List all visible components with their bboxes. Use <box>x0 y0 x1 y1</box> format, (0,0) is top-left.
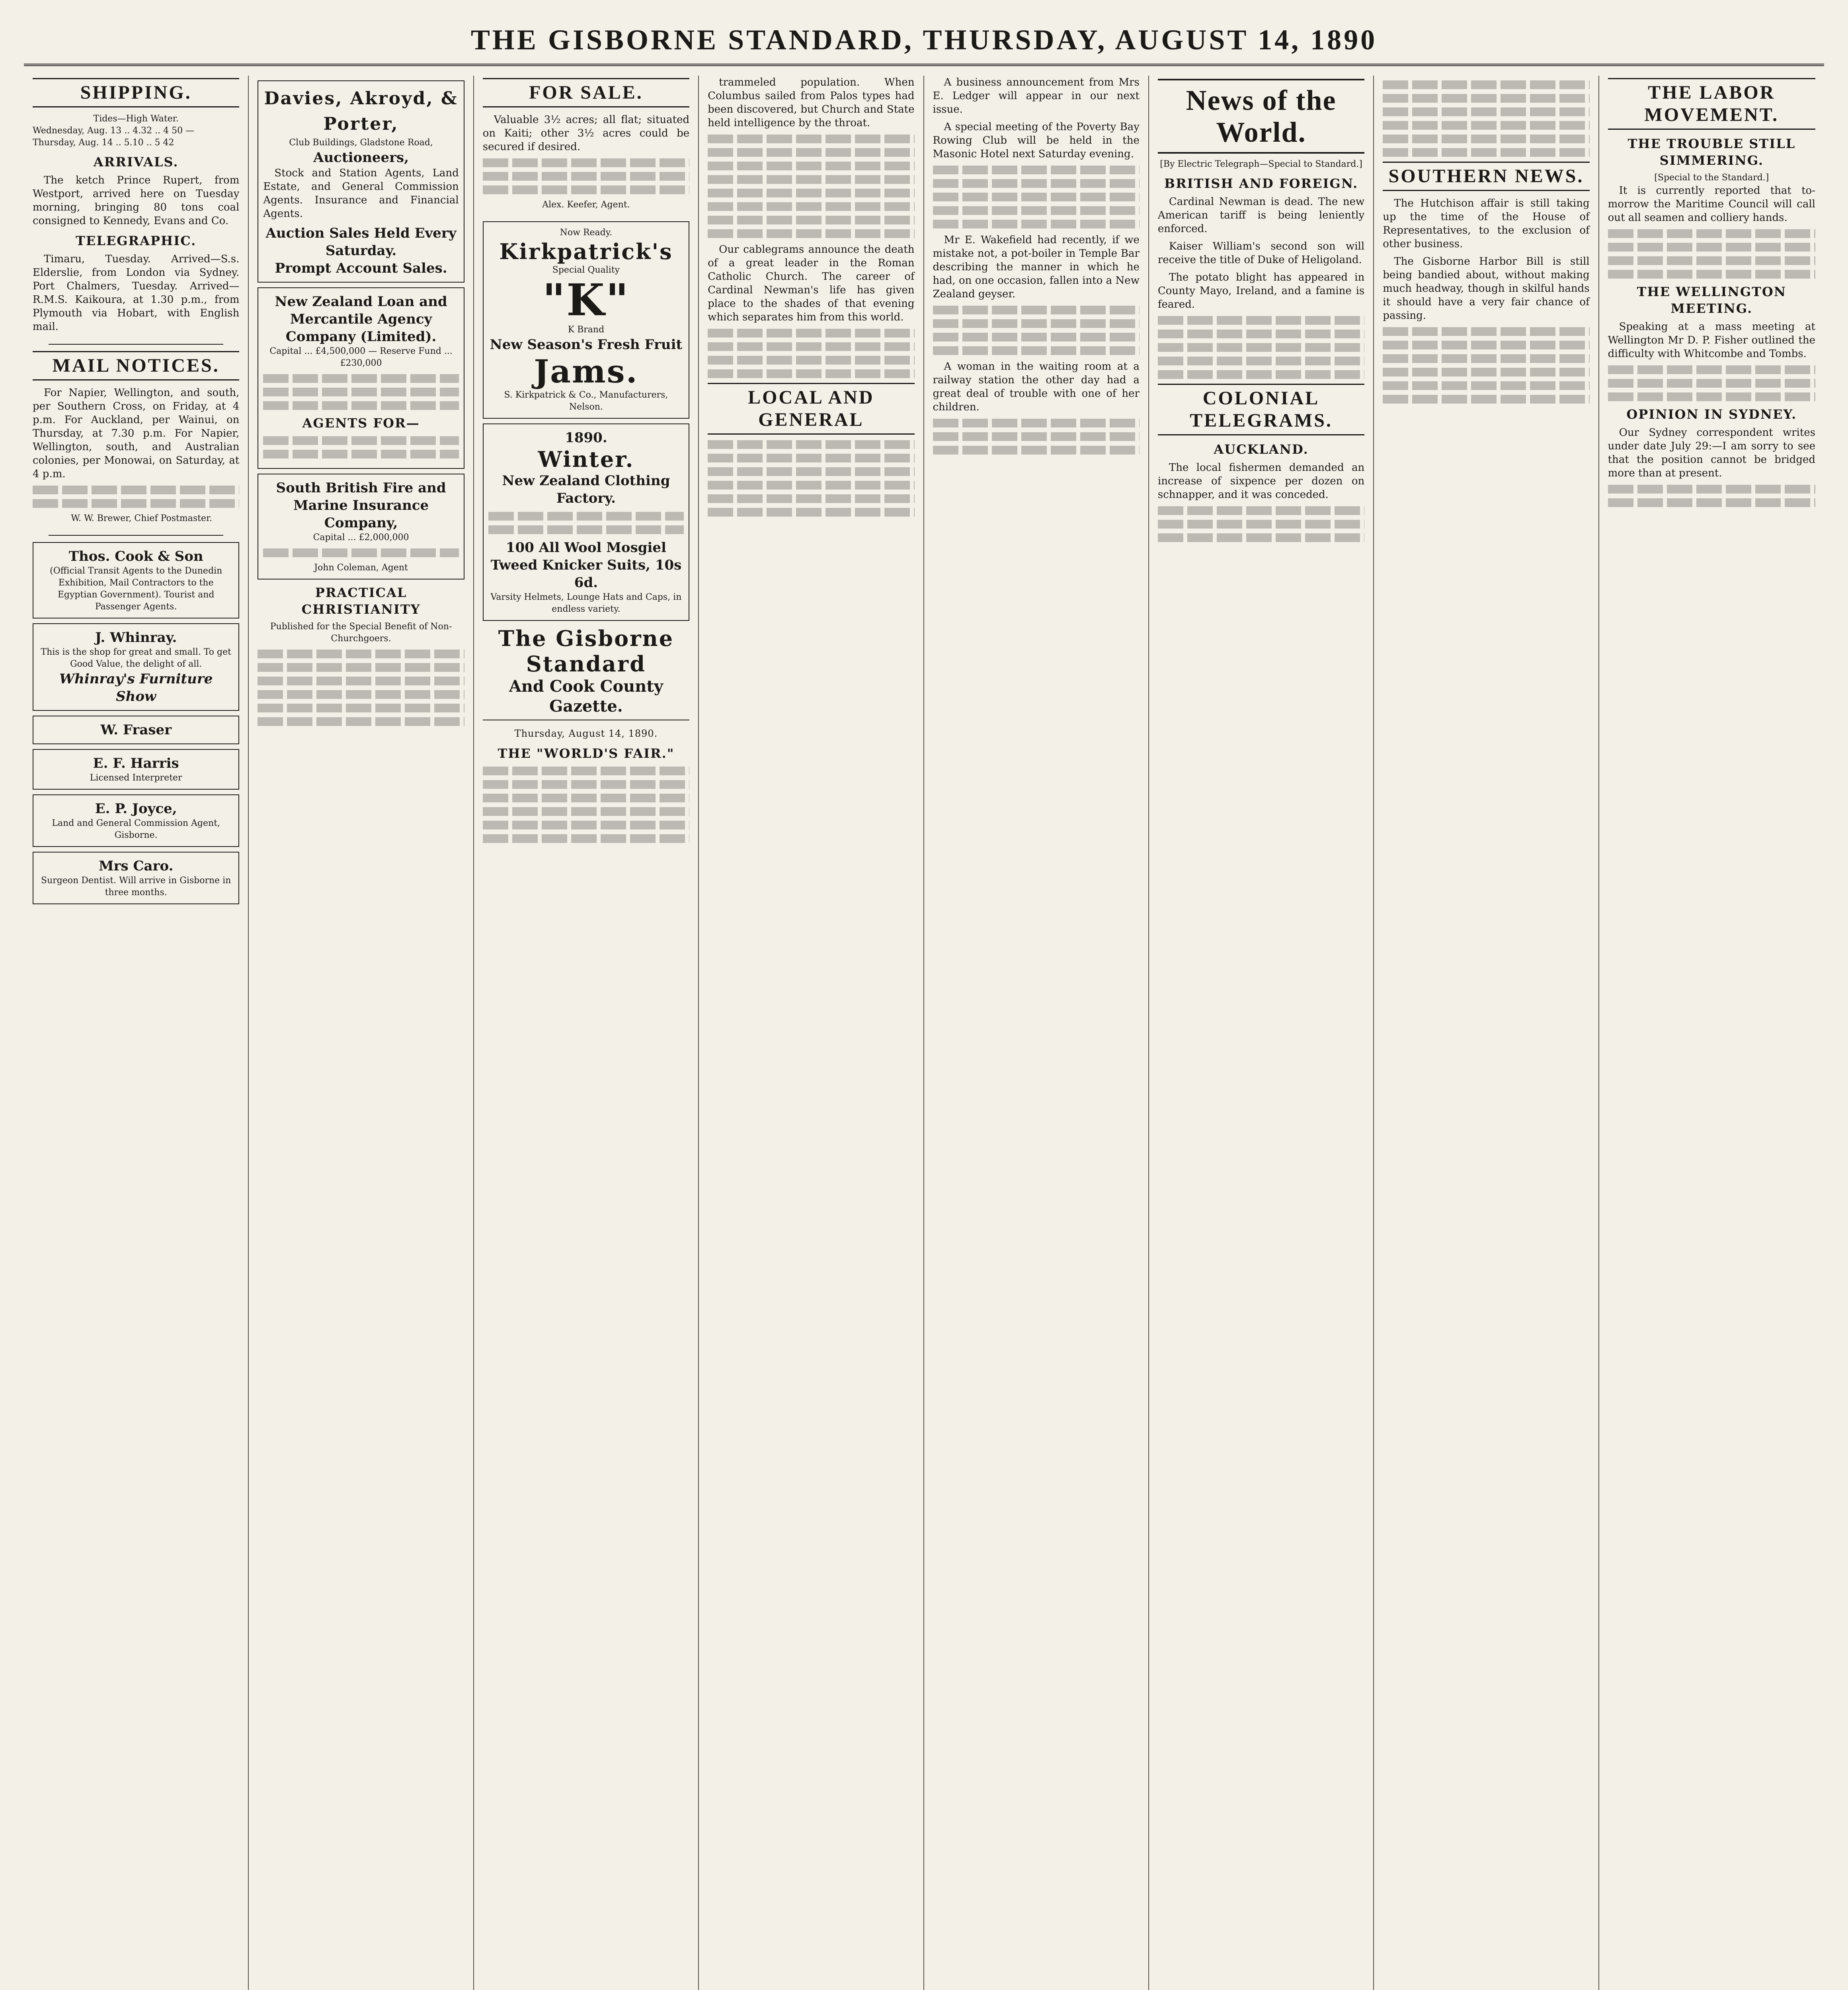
southern-text: The Hutchison affair is still taking up the time of the House of Representatives, to the exclusion of other business. <box>1383 197 1590 250</box>
text-filler <box>1608 365 1815 374</box>
labor-title: THE LABOR MOVEMENT. <box>1608 78 1815 130</box>
text-filler <box>933 166 1140 174</box>
text-filler <box>933 419 1140 427</box>
harris-title: E. F. Harris <box>93 755 179 771</box>
text-filler <box>488 525 684 534</box>
cook-title: Thos. Cook & Son <box>68 548 203 564</box>
divider <box>49 344 223 345</box>
text-filler <box>708 440 914 449</box>
text-filler <box>1383 354 1589 363</box>
whinray-ad <box>33 623 239 711</box>
text-filler <box>708 481 914 490</box>
text-filler <box>1383 381 1589 390</box>
text-filler <box>1383 341 1589 349</box>
text-filler <box>33 499 239 508</box>
text-filler <box>708 342 914 351</box>
agents-title: AGENTS FOR— <box>302 416 420 431</box>
text-filler <box>483 834 689 843</box>
text-filler <box>258 663 464 672</box>
text-filler <box>708 467 914 476</box>
shipping-section <box>33 78 239 334</box>
text-filler <box>1158 370 1364 379</box>
local-title: LOCAL AND GENERAL <box>708 383 914 435</box>
text-filler <box>1608 379 1815 388</box>
text-filler <box>933 306 1140 314</box>
text-filler <box>933 179 1140 188</box>
standard-sub: And Cook County Gazette. <box>483 677 689 720</box>
fraser-ad <box>33 716 239 744</box>
joyce-title: E. P. Joyce, <box>95 801 177 817</box>
text-filler <box>263 436 459 445</box>
text-filler <box>1383 135 1589 143</box>
sbf-sign: John Coleman, Agent <box>314 563 408 573</box>
southern-title: SOUTHERN NEWS. <box>1383 162 1589 191</box>
for-sale-text: Valuable 3½ acres; all flat; situated on Kaiti; other 3½ acres could be secured if desired. <box>482 114 690 153</box>
firm-sub: Club Buildings, Gladstone Road, <box>289 138 433 148</box>
mail-section <box>33 351 239 525</box>
british-title: BRITISH AND FOREIGN. <box>1164 176 1358 191</box>
labor-special: [Special to the Standard.] <box>1654 173 1769 183</box>
auckland-text: The local fishermen demanded an increase of sixpence per dozen on schnapper, and it was conceded. <box>1157 462 1365 501</box>
text-filler <box>483 158 689 167</box>
kirk-title: Kirkpatrick's <box>499 239 673 264</box>
text-filler <box>1383 80 1589 89</box>
text-filler <box>708 202 914 211</box>
text-filler <box>1383 368 1589 377</box>
masthead <box>24 16 1824 66</box>
col4-opening: trammeled population. When Columbus sailed from Palos types had been discovered, but Church and State held intelligence by the throat. <box>708 76 915 129</box>
text-filler <box>258 704 464 712</box>
news-title: News of the World. <box>1158 79 1364 154</box>
col5-opening: A business announcement from Mrs E. Ledger will appear in our next issue. <box>933 76 1140 115</box>
clothing-ad <box>483 423 689 621</box>
mail-sign: W. W. Brewer, Chief Postmaster. <box>71 513 213 523</box>
date-line: Thursday, August 14, 1890. <box>514 728 658 739</box>
column-7 <box>1374 76 1599 1990</box>
winter: Winter. <box>538 447 634 472</box>
k-mark: "K" <box>542 274 630 326</box>
auctioneers-text: Stock and Station Agents, Land Estate, and General Commission Agents. Insurance and Financial Agents. <box>263 167 459 220</box>
text-filler <box>1158 316 1364 325</box>
manufacturers: S. Kirkpatrick & Co., Manufacturers, Nelson. <box>504 390 668 412</box>
sbf-title: South British Fire and Marine Insurance Company, <box>276 480 446 531</box>
telegraphic-text: Timaru, Tuesday. Arrived—S.s. Elderslie, from London via Sydney. Port Chalmers, Tuesday. Arrived—R.M.S. Kaikoura, at 1.30 p.m., from Plymouth via Hobart, with English mail. <box>33 253 240 333</box>
text-filler <box>1608 243 1815 252</box>
practical-text: Published for the Special Benefit of Non-Churchgoers. <box>270 622 452 644</box>
standard-section <box>483 626 689 843</box>
column-5 <box>924 76 1149 1990</box>
sbf-capital: Capital ... £2,000,000 <box>313 533 409 542</box>
text-filler <box>483 780 689 789</box>
text-filler <box>933 333 1140 341</box>
for-sale-sign: Alex. Keefer, Agent. <box>542 200 630 210</box>
opinion-text: Our Sydney correspondent writes under date July 29:—I am sorry to see that the position cannot be bridged more than at present. <box>1608 427 1815 479</box>
text-filler <box>708 508 914 517</box>
mail-title: MAIL NOTICES. <box>33 351 239 380</box>
text-filler <box>708 189 914 197</box>
text-filler <box>1608 270 1815 279</box>
text-filler <box>708 229 914 238</box>
mosgiel: 100 All Wool Mosgiel Tweed Knicker Suits, 10s 6d. <box>490 540 682 591</box>
sbf-ad <box>258 474 464 579</box>
labor-sub: THE TROUBLE STILL SIMMERING. <box>1627 136 1796 168</box>
text-filler <box>483 807 689 816</box>
joyce-text: Land and General Commission Agent, Gisborne. <box>52 818 220 840</box>
auckland-title: AUCKLAND. <box>1214 442 1309 457</box>
text-filler <box>483 185 689 194</box>
text-filler <box>258 650 464 658</box>
text-filler <box>258 690 464 699</box>
practical-title: PRACTICAL CHRISTIANITY <box>301 585 421 617</box>
text-filler <box>483 767 689 775</box>
davies-ad <box>258 80 464 283</box>
text-filler <box>483 794 689 802</box>
col5-text-c: Mr E. Wakefield had recently, if we mistake not, a pot-boiler in Temple Bar describing the manner in which he had, on one occasion, fallen into a New Zealand geyser. <box>933 234 1140 300</box>
text-filler <box>933 346 1140 355</box>
k-brand: K Brand <box>568 325 605 335</box>
fraser-title: W. Fraser <box>100 722 172 738</box>
column-2 <box>249 76 474 1990</box>
text-filler <box>1158 533 1364 542</box>
text-filler <box>1158 343 1364 352</box>
text-filler <box>708 329 914 338</box>
auctioneers: Auctioneers, <box>313 150 409 166</box>
text-filler <box>708 494 914 503</box>
arrivals-title: ARRIVALS. <box>93 154 179 170</box>
col7-text-b: The Gisborne Harbor Bill is still being bandied about, without making much headway, though in skilful hands it should have a very fair chance of passing. <box>1383 256 1590 322</box>
text-filler <box>488 512 684 521</box>
text-filler <box>483 172 689 181</box>
cablegram-text: Our cablegrams announce the death of a great leader in the Roman Catholic Church. The career of Cardinal Newman's life has given place to the shades of that evening which separates him from this world. <box>708 244 915 323</box>
tides-table: Wednesday, Aug. 13 .. 4.32 .. 4 50 — Thursday, Aug. 14 .. 5.10 .. 5 42 <box>33 126 195 148</box>
text-filler <box>1383 107 1589 116</box>
labor-text: It is currently reported that to-morrow the Maritime Council will call out all seamen and colliery hands. <box>1608 185 1815 224</box>
text-filler <box>483 821 689 829</box>
shipping-title: SHIPPING. <box>33 78 239 107</box>
text-filler <box>263 374 459 383</box>
column-1 <box>24 76 249 1990</box>
nz-loan-capital: Capital ... £4,500,000 — Reserve Fund ... £230,000 <box>269 346 453 368</box>
text-filler <box>1608 485 1815 494</box>
text-filler <box>708 162 914 170</box>
text-filler <box>1383 121 1589 130</box>
caro-ad <box>33 852 239 904</box>
text-filler <box>263 450 459 458</box>
col6-text-c: The potato blight has appeared in County Mayo, Ireland, and a famine is feared. <box>1157 271 1365 310</box>
text-filler <box>708 135 914 143</box>
column-4 <box>699 76 924 1990</box>
arrivals-text: The ketch Prince Rupert, from Westport, arrived here on Tuesday morning, bringing 80 tons coal consigned to Kennedy, Evans and Co. <box>33 174 240 227</box>
column-3 <box>474 76 699 1990</box>
new-season: New Season's Fresh Fruit <box>490 337 683 353</box>
text-filler <box>708 369 914 378</box>
divider <box>49 535 223 536</box>
text-filler <box>933 206 1140 215</box>
caro-title: Mrs Caro. <box>98 858 174 874</box>
text-filler <box>1158 520 1364 529</box>
text-filler <box>258 677 464 685</box>
harris-ad <box>33 749 239 790</box>
text-filler <box>1608 392 1815 401</box>
text-filler <box>258 717 464 726</box>
whinray-shop: Whinray's Furniture Show <box>59 671 213 704</box>
text-filler <box>933 446 1140 455</box>
text-filler <box>263 388 459 396</box>
mail-text: For Napier, Wellington, and south, per Southern Cross, on Friday, at 4 p.m. For Auckland, per Wainui, on Thursday, at 7.30 p.m. For Napier, Wellington, south, and Australian colonies, per Monowai, on Saturday, at 4 p.m. <box>33 387 240 480</box>
joyce-ad <box>33 794 239 847</box>
tides-title: Tides—High Water. <box>93 114 179 124</box>
nz-loan-ad <box>258 287 464 469</box>
now-ready: Now Ready. <box>560 228 613 238</box>
nz-clothing: New Zealand Clothing Factory. <box>502 473 670 506</box>
jams: Jams. <box>534 353 638 390</box>
practical-section <box>258 584 464 726</box>
column-8 <box>1599 76 1824 1990</box>
masthead-title: THE GISBORNE STANDARD, THURSDAY, AUGUST 14, 1890 <box>470 23 1378 56</box>
text-filler <box>708 216 914 224</box>
for-sale-title: FOR SALE. <box>483 78 689 107</box>
text-filler <box>263 548 459 557</box>
wellington-title: THE WELLINGTON MEETING. <box>1637 284 1786 316</box>
text-filler <box>933 319 1140 328</box>
columns <box>24 76 1824 1990</box>
worlds-fair: THE "WORLD'S FAIR." <box>498 746 675 761</box>
cook-ad <box>33 542 239 618</box>
cook-text: (Official Transit Agents to the Dunedin Exhibition, Mail Contractors to the Egyptian Government). Tourist and Passenger Agents. <box>50 566 222 612</box>
text-filler <box>708 148 914 157</box>
opinion-title: OPINION IN SYDNEY. <box>1626 407 1797 422</box>
whinray-text: This is the shop for great and small. To get Good Value, the delight of all. <box>41 647 231 669</box>
telegraphic-title: TELEGRAPHIC. <box>76 233 197 248</box>
text-filler <box>708 356 914 365</box>
text-filler <box>1383 94 1589 103</box>
harris-text: Licensed Interpreter <box>90 773 182 783</box>
kirkpatrick-ad <box>483 221 689 419</box>
text-filler <box>933 432 1140 441</box>
col6-text-a: Cardinal Newman is dead. The new American tariff is being leniently enforced. <box>1157 196 1365 235</box>
year: 1890. <box>565 430 607 446</box>
firm-heading: Davies, Akroyd, & Porter, <box>264 88 458 134</box>
colonial-title: COLONIAL TELEGRAMS. <box>1158 384 1364 435</box>
caro-text: Surgeon Dentist. Will arrive in Gisborne in three months. <box>41 876 231 897</box>
standard-title: The Gisborne Standard <box>498 626 674 677</box>
for-sale-section <box>483 78 689 211</box>
news-sub: [By Electric Telegraph—Special to Standard.] <box>1160 159 1362 169</box>
text-filler <box>1158 506 1364 515</box>
column-6 <box>1149 76 1374 1990</box>
text-filler <box>33 486 239 494</box>
text-filler <box>1383 395 1589 404</box>
sales: Auction Sales Held Every Saturday. <box>265 225 457 259</box>
text-filler <box>933 193 1140 201</box>
text-filler <box>263 401 459 410</box>
col5-text-b: A special meeting of the Poverty Bay Rowing Club will be held in the Masonic Hotel next Saturday evening. <box>933 121 1140 160</box>
special-quality: Special Quality <box>552 265 620 275</box>
text-filler <box>708 175 914 184</box>
text-filler <box>1383 327 1589 336</box>
whinray-title: J. Whinray. <box>95 630 177 646</box>
text-filler <box>1608 229 1815 238</box>
text-filler <box>1158 357 1364 365</box>
col6-text-b: Kaiser William's second son will receive the title of Duke of Heligoland. <box>1157 240 1365 266</box>
prompt: Prompt Account Sales. <box>275 260 447 276</box>
text-filler <box>933 220 1140 228</box>
text-filler <box>1608 256 1815 265</box>
wellington-text: Speaking at a mass meeting at Wellington Mr D. P. Fisher outlined the difficulty with Whitcombe and Tombs. <box>1608 321 1815 360</box>
text-filler <box>1608 498 1815 507</box>
nz-loan-title: New Zealand Loan and Mercantile Agency Company (Limited). <box>275 294 447 345</box>
text-filler <box>1383 148 1589 157</box>
col5-text-d: A woman in the waiting room at a railway station the other day had a great deal of trouble with one of her children. <box>933 361 1140 413</box>
text-filler <box>708 454 914 462</box>
text-filler <box>1158 330 1364 338</box>
helmets: Varsity Helmets, Lounge Hats and Caps, in endless variety. <box>490 592 682 614</box>
